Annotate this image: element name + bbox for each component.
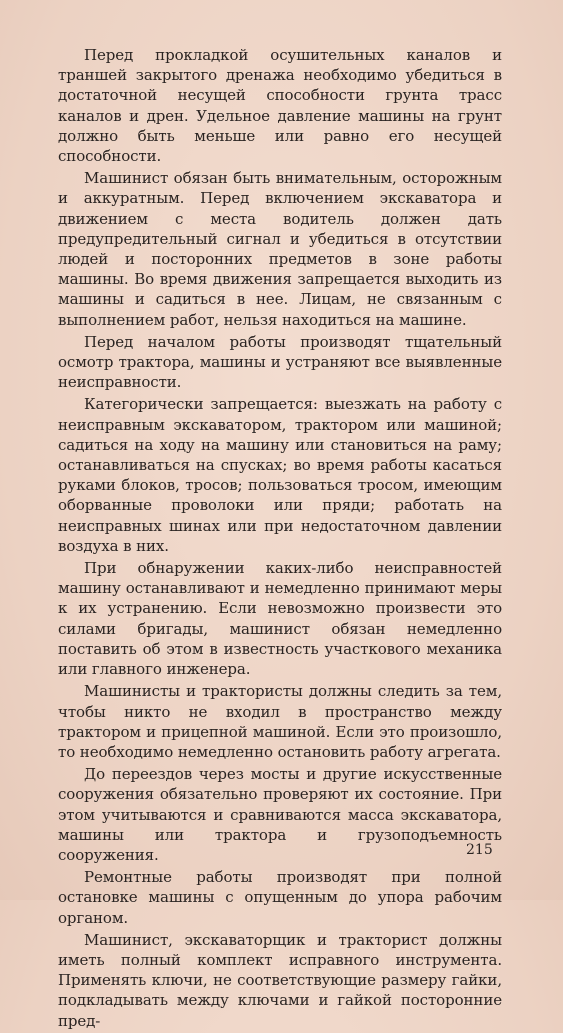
paragraph-5: При обнаружении каких-либо неисправностей машину останавливают и немедленно принимают меры к их устранению. Если невозможно произвести это силами бригады, машинист обязан немедленно поставить об этом в известность участкового механика или главного инженера. <box>58 559 502 679</box>
paragraph-9: Машинист, экскаваторщик и тракторист должны иметь полный комплект исправного инструмента. Применять ключи, не соответствующие размеру гайки, подкладывать между ключами и гайкой посторонние пред- <box>58 930 502 1030</box>
paragraph-6: Машинисты и трактористы должны следить за тем, чтобы никто не входил в пространство между трактором и прицепной машиной. Если это произошло, то необходимо немедленно остановить работу агрегата. <box>58 682 502 761</box>
paragraph-3: Перед началом работы производят тщательный осмотр трактора, машины и устраняют все выявленные неисправности. <box>58 332 502 392</box>
page-number: 215 <box>466 842 493 858</box>
paragraph-8: Ремонтные работы производят при полной остановке машины с опущенным до упора рабочим органом. <box>58 868 502 927</box>
paragraph-7: До переездов через мосты и другие искусственные сооружения обязательно проверяют их состояние. При этом учитываются и сравниваются масса экскаватора, машины или трактора и грузоподъемность сооружения. <box>58 765 502 864</box>
paragraph-4: Категорически запрещается: выезжать на работу с неисправным экскаватором, трактором или машиной; садиться на ходу на машину или становиться на раму; останавливаться на спусках; во время работы касаться руками блоков, тросов; пользоваться тросом, имеющим оборванные проволоки или пряди; работать на неисправных шинах или при недостаточном давлении воздуха в них. <box>58 395 502 555</box>
body-text <box>58 45 502 1033</box>
paragraph-1: Перед прокладкой осушительных каналов и траншей закрытого дренажа необходимо убедиться в достаточной несущей способности грунта трасс каналов и дрен. Удельное давление машины на грунт должно быть меньше или равно его несущей способности. <box>58 46 502 166</box>
paragraph-2: Машинист обязан быть внимательным, осторожным и аккуратным. Перед включением экскаватора и движением с места водитель должен дать предупредительный сигнал и убедиться в отсутствии людей и посторонних предметов в зоне работы машины. Во время движения запрещается выходить из машины и садиться в нее. Лицам, не связанным с выполнением работ, нельзя находиться на машине. <box>58 169 502 329</box>
